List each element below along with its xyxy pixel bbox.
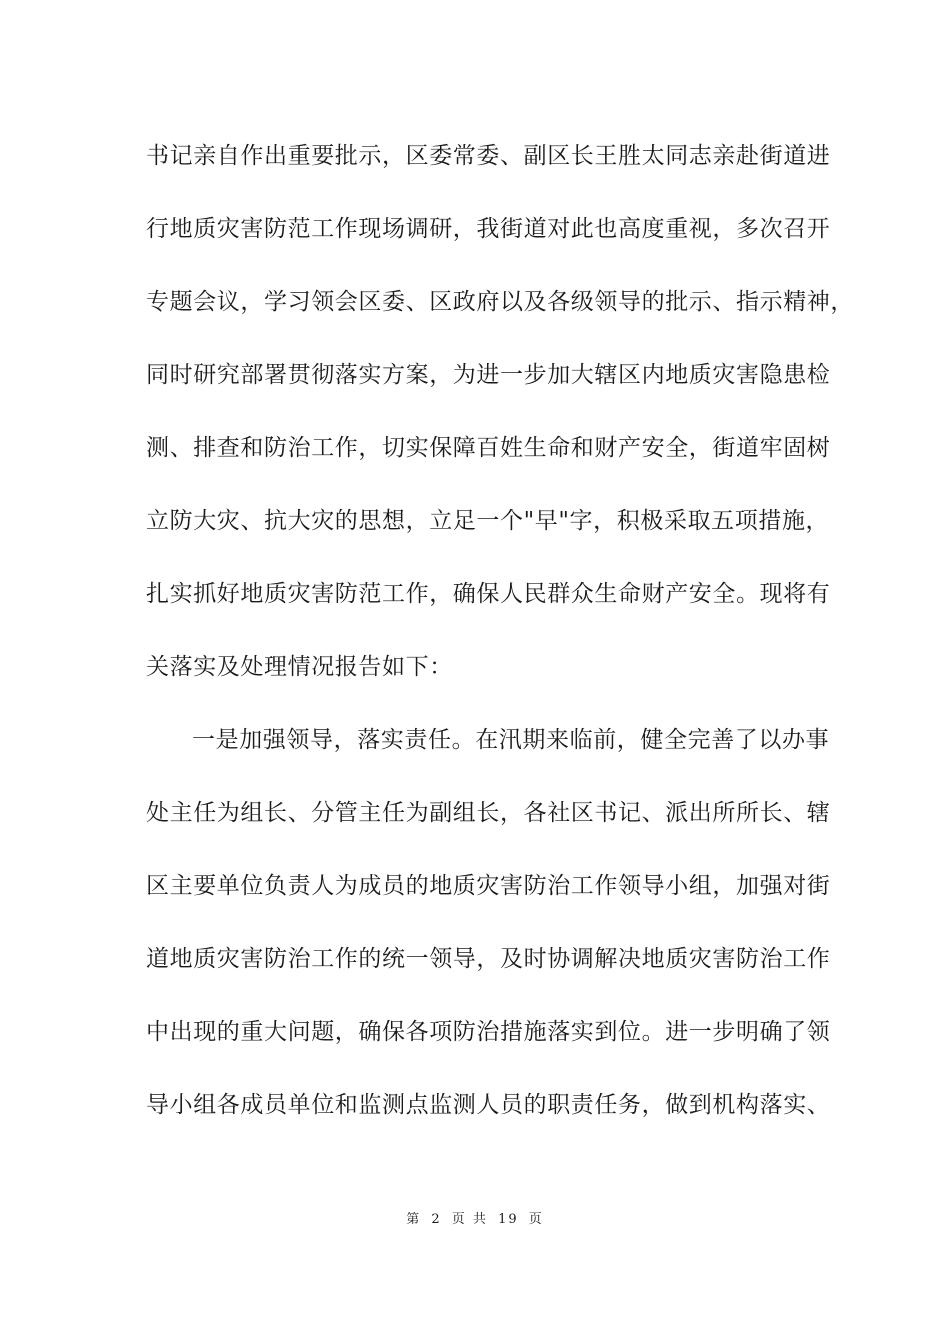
total-page-count: 19 bbox=[498, 1212, 519, 1227]
text-line: 导小组各成员单位和监测点监测人员的职责任务，做到机构落实、 bbox=[146, 1092, 831, 1118]
text-line: 处主任为组长、分管主任为副组长，各社区书记、派出所所长、辖 bbox=[146, 800, 831, 826]
text-line: 专题会议，学习领会区委、区政府以及各级领导的批示、指示精神， bbox=[146, 289, 854, 315]
text-line: 行地质灾害防范工作现场调研，我街道对此也高度重视，多次召开 bbox=[146, 216, 831, 242]
paragraph-start-line: 一是加强领导，落实责任。在汛期来临前，健全完善了以办事 bbox=[192, 727, 830, 753]
footer-middle: 页 共 bbox=[451, 1212, 488, 1227]
page-number-footer bbox=[0, 1208, 950, 1227]
text-line: 关落实及处理情况报告如下： bbox=[146, 654, 453, 680]
text-line: 区主要单位负责人为成员的地质灾害防治工作领导小组，加强对街 bbox=[146, 873, 831, 899]
text-line: 扎实抓好地质灾害防范工作，确保人民群众生命财产安全。现将有 bbox=[146, 581, 831, 607]
body-text bbox=[146, 134, 854, 1156]
text-line: 立防大灾、抗大灾的思想，立足一个"早"字，积极采取五项措施， bbox=[146, 508, 830, 534]
text-line: 中出现的重大问题，确保各项防治措施落实到位。进一步明确了领 bbox=[146, 1019, 831, 1045]
text-line: 同时研究部署贯彻落实方案，为进一步加大辖区内地质灾害隐患检 bbox=[146, 362, 831, 388]
text-line: 测、排查和防治工作，切实保障百姓生命和财产安全，街道牢固树 bbox=[146, 435, 831, 461]
footer-suffix: 页 bbox=[528, 1212, 544, 1227]
text-line: 道地质灾害防治工作的统一领导，及时协调解决地质灾害防治工作 bbox=[146, 946, 831, 972]
footer-prefix: 第 bbox=[406, 1212, 422, 1227]
text-line: 书记亲自作出重要批示，区委常委、副区长王胜太同志亲赴街道进 bbox=[146, 143, 831, 169]
current-page-number: 2 bbox=[431, 1212, 442, 1227]
